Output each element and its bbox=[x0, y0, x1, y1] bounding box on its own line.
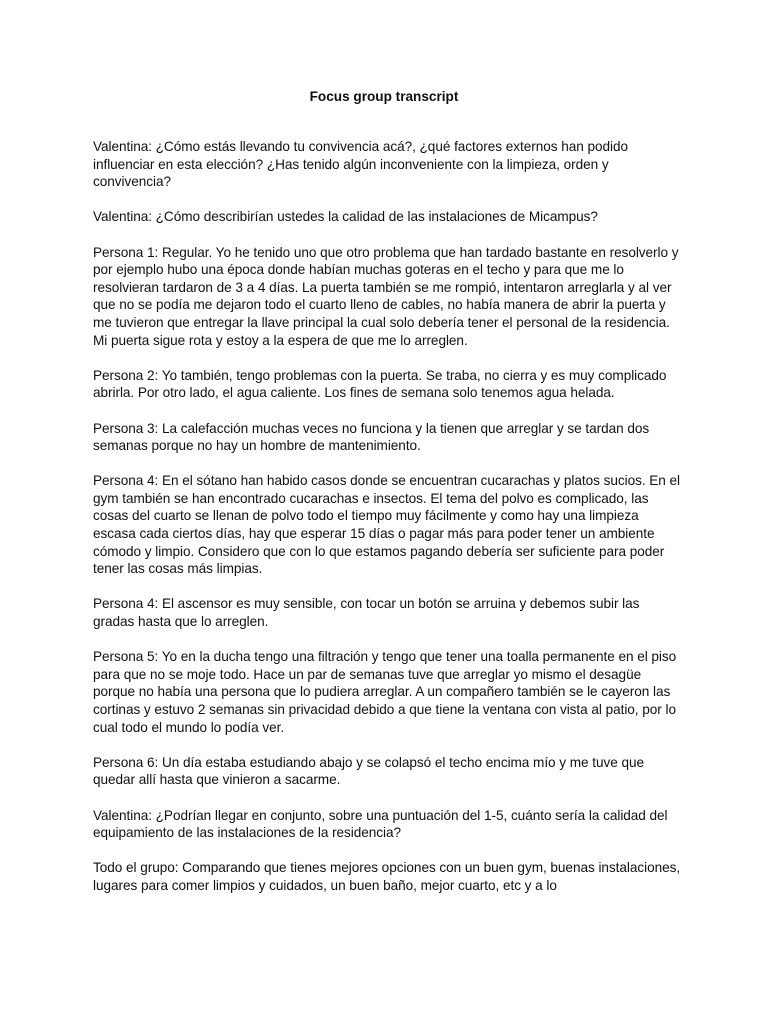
transcript-paragraph: Persona 4: En el sótano han habido casos donde se encuentran cucarachas y platos sucios. En el gym también se han encontrado cucarachas e insectos. El tema del polvo es complicado, las cosas del cuarto se llenan de polvo todo el tiempo muy fácilmente y como hay una limpieza escasa cada ciertos días, hay que esperar 15 días o pagar más para poder tener un ambiente cómodo y limpio. Considero que con lo que estamos pagando debería ser suficiente para poder tener las cosas más limpias. bbox=[93, 473, 681, 577]
document-title: Focus group transcript bbox=[309, 89, 459, 104]
transcript-paragraph: Todo el grupo: Comparando que tienes mejores opciones con un buen gym, buenas instalaciones, lugares para comer limpios y cuidados, un buen baño, mejor cuarto, etc y a lo bbox=[93, 860, 681, 893]
transcript-paragraph: Persona 1: Regular. Yo he tenido uno que otro problema que han tardado bastante en resolverlo y por ejemplo hubo una época donde habían muchas goteras en el techo y para que me lo resolvieran tardaron de 3 a 4 días. La puerta también se me rompió, intentaron arreglarla y al ver que no se podía me dejaron todo el cuarto lleno de cables, no había manera de abrir la puerta y me tuvieron que entregar la llave principal la cual solo debería tener el personal de la residencia. Mi puerta sigue rota y estoy a la espera de que me lo arreglen. bbox=[93, 244, 679, 348]
transcript-paragraph: Valentina: ¿Cómo estás llevando tu convivencia acá?, ¿qué factores externos han podido influenciar en esta elección? ¿Has tenido algún inconveniente con la limpieza, orden y convivencia? bbox=[93, 139, 628, 190]
transcript-paragraph: Persona 3: La calefacción muchas veces no funciona y la tienen que arreglar y se tardan dos semanas porque no hay un hombre de mantenimiento. bbox=[93, 420, 650, 454]
transcript-paragraph: Persona 5: Yo en la ducha tengo una filtración y tengo que tener una toalla permanente en el piso para que no se moje todo. Hace un par de semanas tuve que arreglar yo mismo el desagüe porque no había una persona que lo pudiera arreglar. A un compañero también se le cayeron las cortinas y estuvo 2 semanas sin privacidad debido a que tiene la ventana con vista al patio, por lo cual todo el mundo lo podía ver. bbox=[93, 649, 677, 735]
transcript-paragraph: Persona 2: Yo también, tengo problemas con la puerta. Se traba, no cierra y es muy complicado abrirla. Por otro lado, el agua caliente. Los fines de semana solo tenemos agua helada. bbox=[93, 367, 667, 401]
transcript-paragraph: Persona 4: El ascensor es muy sensible, con tocar un botón se arruina y debemos subir las gradas hasta que lo arreglen. bbox=[93, 596, 640, 630]
transcript-paragraph: Valentina: ¿Cómo describirían ustedes la calidad de las instalaciones de Micampus? bbox=[93, 209, 598, 225]
transcript-paragraph: Persona 6: Un día estaba estudiando abajo y se colapsó el techo encima mío y me tuve que quedar allí hasta que vinieron a sacarme. bbox=[93, 754, 645, 788]
transcript-body bbox=[93, 138, 683, 912]
transcript-paragraph: Valentina: ¿Podrían llegar en conjunto, sobre una puntuación del 1-5, cuánto sería la calidad del equipamiento de las instalaciones de la residencia? bbox=[93, 807, 668, 841]
